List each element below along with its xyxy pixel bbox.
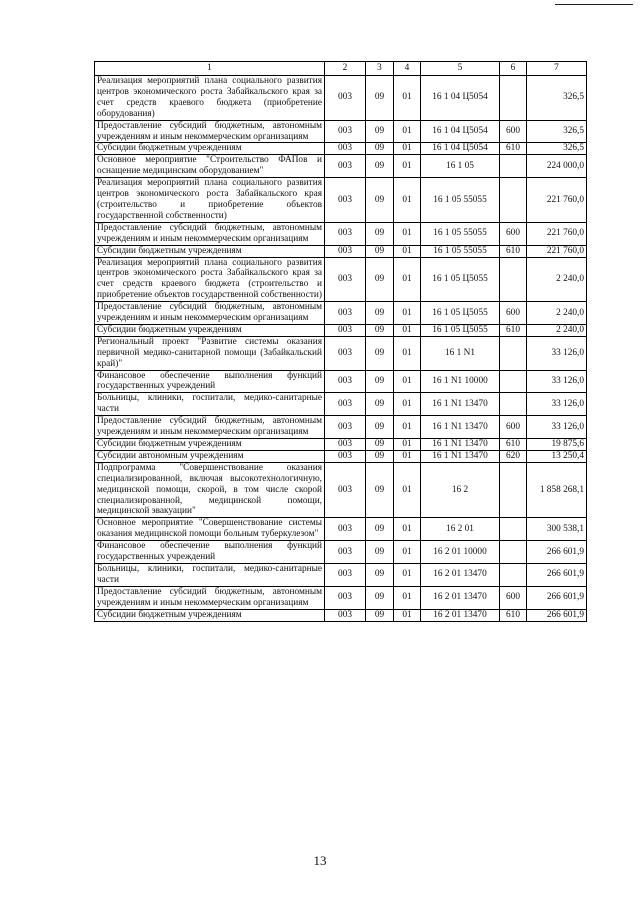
section-code: 09: [366, 609, 394, 621]
row-name: Финансовое обеспечение выполнения функций государственных учреждений: [95, 541, 325, 564]
admin-code: 003: [325, 143, 366, 155]
subsection-code: 01: [394, 609, 421, 621]
target-article-code: 16 1 N1 13470: [421, 416, 500, 439]
expense-type-code: [500, 155, 527, 178]
header-col-2: 2: [325, 62, 366, 76]
table-row: [95, 563, 587, 586]
amount: 266 601,9: [527, 609, 587, 621]
expense-type-code: 600: [500, 586, 527, 609]
table-row: [95, 76, 587, 121]
amount: 2 240,0: [527, 324, 587, 336]
table-row: [95, 324, 587, 336]
amount: 266 601,9: [527, 541, 587, 564]
row-name: Реализация мероприятий плана социального развития центров экономического роста Забайкальского края за счет средств краевого бюджета (приобретение оборудования): [95, 76, 325, 121]
admin-code: 003: [325, 439, 366, 451]
subsection-code: 01: [394, 222, 421, 245]
section-code: 09: [366, 462, 394, 518]
amount: 224 000,0: [527, 155, 587, 178]
row-name: Основное мероприятие "Совершенствование системы оказания медицинской помощи больным туберкулезом": [95, 518, 325, 541]
header-col-3: 3: [366, 62, 394, 76]
expense-type-code: 620: [500, 450, 527, 462]
target-article-code: 16 2 01 13470: [421, 586, 500, 609]
expense-type-code: 600: [500, 222, 527, 245]
subsection-code: 01: [394, 370, 421, 393]
row-name: Субсидии автономным учреждениям: [95, 450, 325, 462]
table-row: [95, 518, 587, 541]
row-name: Субсидии бюджетным учреждениям: [95, 245, 325, 257]
table-row: [95, 178, 587, 223]
target-article-code: 16 2 01: [421, 518, 500, 541]
target-article-code: 16 1 04 Ц5054: [421, 143, 500, 155]
admin-code: 003: [325, 393, 366, 416]
section-code: 09: [366, 155, 394, 178]
section-code: 09: [366, 370, 394, 393]
expense-type-code: [500, 462, 527, 518]
subsection-code: 01: [394, 120, 421, 143]
amount: 1 858 268,1: [527, 462, 587, 518]
section-code: 09: [366, 120, 394, 143]
subsection-code: 01: [394, 257, 421, 302]
expense-type-code: [500, 541, 527, 564]
row-name: Региональный проект "Развитие системы оказания первичной медико-санитарной помощи (Забайкальский край)": [95, 336, 325, 370]
target-article-code: 16 1 05 55055: [421, 178, 500, 223]
subsection-code: 01: [394, 416, 421, 439]
amount: 221 760,0: [527, 222, 587, 245]
amount: 326,5: [527, 76, 587, 121]
section-code: 09: [366, 518, 394, 541]
admin-code: 003: [325, 257, 366, 302]
expense-type-code: 600: [500, 120, 527, 143]
expense-type-code: [500, 563, 527, 586]
subsection-code: 01: [394, 143, 421, 155]
section-code: 09: [366, 245, 394, 257]
section-code: 09: [366, 439, 394, 451]
section-code: 09: [366, 336, 394, 370]
admin-code: 003: [325, 541, 366, 564]
table-row: [95, 370, 587, 393]
admin-code: 003: [325, 518, 366, 541]
table-row: [95, 541, 587, 564]
subsection-code: 01: [394, 586, 421, 609]
row-name: Предоставление субсидий бюджетным, автономным учреждениям и иным некоммерческим организациям: [95, 222, 325, 245]
amount: 2 240,0: [527, 257, 587, 302]
section-code: 09: [366, 450, 394, 462]
admin-code: 003: [325, 336, 366, 370]
admin-code: 003: [325, 416, 366, 439]
amount: 2 240,0: [527, 302, 587, 325]
row-name: Предоставление субсидий бюджетным, автономным учреждениям и иным некоммерческим организациям: [95, 302, 325, 325]
row-name: Финансовое обеспечение выполнения функций государственных учреждений: [95, 370, 325, 393]
page-number: 13: [313, 853, 327, 868]
expense-type-code: [500, 178, 527, 223]
table-row: [95, 143, 587, 155]
target-article-code: 16 1 N1 10000: [421, 370, 500, 393]
amount: 33 126,0: [527, 336, 587, 370]
section-code: 09: [366, 416, 394, 439]
row-name: Больницы, клиники, госпитали, медико-санитарные части: [95, 563, 325, 586]
amount: 266 601,9: [527, 586, 587, 609]
target-article-code: 16 1 05 Ц5055: [421, 324, 500, 336]
target-article-code: 16 1 04 Ц5054: [421, 120, 500, 143]
admin-code: 003: [325, 155, 366, 178]
budget-table: [94, 61, 587, 622]
admin-code: 003: [325, 76, 366, 121]
subsection-code: 01: [394, 541, 421, 564]
header-col-6: 6: [500, 62, 527, 76]
expense-type-code: [500, 76, 527, 121]
table-row: [95, 245, 587, 257]
section-code: 09: [366, 302, 394, 325]
target-article-code: 16 1 N1 13470: [421, 450, 500, 462]
target-article-code: 16 1 05 Ц5055: [421, 302, 500, 325]
table-row: [95, 120, 587, 143]
header-col-7: 7: [527, 62, 587, 76]
subsection-code: 01: [394, 462, 421, 518]
admin-code: 003: [325, 450, 366, 462]
target-article-code: 16 1 N1 13470: [421, 439, 500, 451]
section-code: 09: [366, 541, 394, 564]
row-name: Субсидии бюджетным учреждениям: [95, 439, 325, 451]
header-row: [95, 62, 587, 76]
section-code: 09: [366, 586, 394, 609]
amount: 326,5: [527, 120, 587, 143]
section-code: 09: [366, 222, 394, 245]
admin-code: 003: [325, 120, 366, 143]
target-article-code: 16 2 01 13470: [421, 609, 500, 621]
expense-type-code: 610: [500, 609, 527, 621]
admin-code: 003: [325, 245, 366, 257]
admin-code: 003: [325, 222, 366, 245]
expense-type-code: 610: [500, 439, 527, 451]
row-name: Предоставление субсидий бюджетным, автономным учреждениям и иным некоммерческим организациям: [95, 120, 325, 143]
expense-type-code: 610: [500, 324, 527, 336]
section-code: 09: [366, 563, 394, 586]
table-row: [95, 155, 587, 178]
section-code: 09: [366, 143, 394, 155]
amount: 221 760,0: [527, 178, 587, 223]
admin-code: 003: [325, 178, 366, 223]
subsection-code: 01: [394, 155, 421, 178]
table-row: [95, 462, 587, 518]
row-name: Субсидии бюджетным учреждениям: [95, 324, 325, 336]
subsection-code: 01: [394, 245, 421, 257]
header-col-1: 1: [95, 62, 325, 76]
table-row: [95, 439, 587, 451]
amount: 266 601,9: [527, 563, 587, 586]
amount: 221 760,0: [527, 245, 587, 257]
amount: 33 126,0: [527, 370, 587, 393]
amount: 33 126,0: [527, 416, 587, 439]
target-article-code: 16 1 N1: [421, 336, 500, 370]
admin-code: 003: [325, 586, 366, 609]
subsection-code: 01: [394, 178, 421, 223]
row-name: Подпрограмма "Совершенствование оказания специализированной, включая высокотехнологичную, медицинской помощи, скорой, в том числе скорой специализированной, медицинской помощи, медицинской эвакуации": [95, 462, 325, 518]
table-row: [95, 336, 587, 370]
admin-code: 003: [325, 462, 366, 518]
expense-type-code: [500, 518, 527, 541]
header-col-4: 4: [394, 62, 421, 76]
subsection-code: 01: [394, 336, 421, 370]
expense-type-code: [500, 336, 527, 370]
amount: 13 250,4: [527, 450, 587, 462]
subsection-code: 01: [394, 518, 421, 541]
table-row: [95, 222, 587, 245]
header-col-5: 5: [421, 62, 500, 76]
table-body: [95, 76, 587, 622]
amount: 326,5: [527, 143, 587, 155]
subsection-code: 01: [394, 393, 421, 416]
subsection-code: 01: [394, 439, 421, 451]
expense-type-code: 610: [500, 245, 527, 257]
table-row: [95, 416, 587, 439]
row-name: Реализация мероприятий плана социального развития центров экономического роста Забайкальского края за счет средств краевого бюджета (строительство и приобретение объектов государственной собственности): [95, 257, 325, 302]
table-row: [95, 302, 587, 325]
row-name: Реализация мероприятий плана социального развития центров экономического роста Забайкальского края (строительство и приобретение объектов государственной собственности): [95, 178, 325, 223]
target-article-code: 16 1 05 55055: [421, 222, 500, 245]
table-row: [95, 609, 587, 621]
row-name: Субсидии бюджетным учреждениям: [95, 143, 325, 155]
target-article-code: 16 2 01 13470: [421, 563, 500, 586]
admin-code: 003: [325, 370, 366, 393]
table-row: [95, 586, 587, 609]
expense-type-code: [500, 370, 527, 393]
section-code: 09: [366, 393, 394, 416]
subsection-code: 01: [394, 76, 421, 121]
admin-code: 003: [325, 302, 366, 325]
target-article-code: 16 1 05 55055: [421, 245, 500, 257]
amount: 300 538,1: [527, 518, 587, 541]
row-name: Основное мероприятие "Строительство ФАПов и оснащение медицинским оборудованием": [95, 155, 325, 178]
admin-code: 003: [325, 609, 366, 621]
section-code: 09: [366, 178, 394, 223]
section-code: 09: [366, 324, 394, 336]
amount: 19 875,6: [527, 439, 587, 451]
section-code: 09: [366, 76, 394, 121]
subsection-code: 01: [394, 563, 421, 586]
target-article-code: 16 2 01 10000: [421, 541, 500, 564]
subsection-code: 01: [394, 302, 421, 325]
section-code: 09: [366, 257, 394, 302]
row-name: Предоставление субсидий бюджетным, автономным учреждениям и иным некоммерческим организациям: [95, 586, 325, 609]
expense-type-code: [500, 393, 527, 416]
target-article-code: 16 1 04 Ц5054: [421, 76, 500, 121]
expense-type-code: [500, 257, 527, 302]
row-name: Предоставление субсидий бюджетным, автономным учреждениям и иным некоммерческим организациям: [95, 416, 325, 439]
target-article-code: 16 2: [421, 462, 500, 518]
amount: 33 126,0: [527, 393, 587, 416]
target-article-code: 16 1 N1 13470: [421, 393, 500, 416]
table-row: [95, 450, 587, 462]
row-name: Больницы, клиники, госпитали, медико-санитарные части: [95, 393, 325, 416]
table-row: [95, 393, 587, 416]
expense-type-code: 600: [500, 416, 527, 439]
subsection-code: 01: [394, 324, 421, 336]
target-article-code: 16 1 05: [421, 155, 500, 178]
subsection-code: 01: [394, 450, 421, 462]
top-rule: [555, 4, 633, 5]
admin-code: 003: [325, 563, 366, 586]
expense-type-code: 600: [500, 302, 527, 325]
expense-type-code: 610: [500, 143, 527, 155]
table-row: [95, 257, 587, 302]
target-article-code: 16 1 05 Ц5055: [421, 257, 500, 302]
admin-code: 003: [325, 324, 366, 336]
row-name: Субсидии бюджетным учреждениям: [95, 609, 325, 621]
